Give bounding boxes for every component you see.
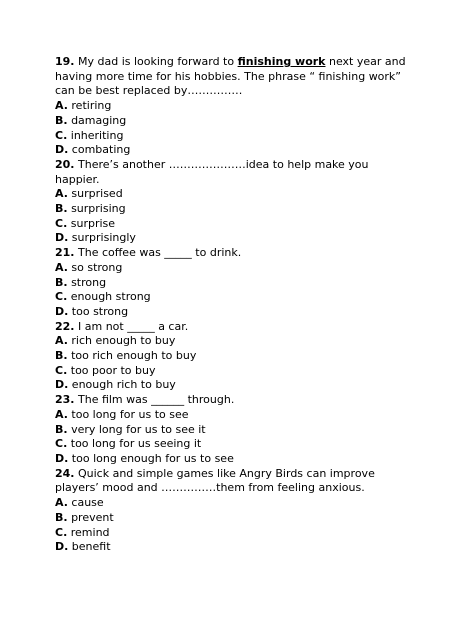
option-letter: B.	[55, 202, 68, 216]
option-letter: D.	[55, 143, 69, 157]
question-text: Quick and simple games like Angry Birds can improve	[74, 466, 375, 480]
question-text: The film was ______ through.	[74, 393, 235, 407]
question-stem	[55, 467, 405, 482]
question-number: 23.	[55, 393, 75, 407]
option-text: strong	[67, 275, 107, 289]
emphasized-phrase: finishing work	[237, 55, 326, 68]
option-b	[55, 349, 405, 364]
option-text: too rich enough to buy	[67, 349, 197, 363]
question-number: 20.	[55, 157, 75, 171]
option-text: so strong	[67, 260, 123, 274]
option-text: rich enough to buy	[67, 334, 176, 348]
option-b	[55, 202, 405, 217]
option-letter: B.	[55, 422, 68, 436]
option-text: too long for us to see	[67, 407, 189, 421]
option-text: surprised	[67, 187, 123, 201]
option-letter: A.	[55, 407, 68, 421]
option-d	[55, 540, 405, 555]
option-text: very long for us to see it	[67, 422, 206, 436]
option-letter: D.	[55, 231, 69, 245]
option-a	[55, 496, 405, 511]
option-text: prevent	[67, 510, 114, 524]
option-text: too long for us seeing it	[67, 437, 202, 451]
option-text: surprising	[67, 202, 126, 216]
option-text: damaging	[67, 113, 127, 127]
question-stem	[55, 393, 405, 408]
question-stem	[55, 158, 405, 173]
option-text: surprise	[67, 216, 116, 230]
option-a	[55, 187, 405, 202]
option-c	[55, 364, 405, 379]
option-letter: A.	[55, 496, 68, 510]
option-letter: A.	[55, 99, 68, 113]
option-text: benefit	[68, 540, 111, 554]
question-24	[55, 467, 405, 555]
question-text: The coffee was _____ to drink.	[74, 246, 242, 260]
question-19	[55, 55, 405, 158]
option-d	[55, 378, 405, 393]
question-23	[55, 393, 405, 467]
option-d	[55, 452, 405, 467]
option-c	[55, 526, 405, 541]
question-number: 22.	[55, 319, 75, 333]
option-b	[55, 511, 405, 526]
option-text: too long enough for us to see	[68, 451, 234, 465]
option-letter: B.	[55, 275, 68, 289]
option-c	[55, 290, 405, 305]
option-letter: D.	[55, 378, 69, 392]
option-letter: B.	[55, 510, 68, 524]
option-letter: D.	[55, 304, 69, 318]
question-number: 24.	[55, 466, 75, 480]
question-text-line: players’ mood and ……………them from feeling anxious.	[55, 481, 365, 495]
option-text: cause	[67, 496, 104, 510]
option-text: too poor to buy	[67, 363, 156, 377]
question-text: next year and	[325, 55, 406, 68]
option-b	[55, 276, 405, 291]
option-letter: C.	[55, 216, 68, 230]
option-letter: A.	[55, 187, 68, 201]
question-stem	[55, 246, 405, 261]
option-text: combating	[68, 143, 131, 157]
option-letter: C.	[55, 525, 68, 539]
option-letter: A.	[55, 260, 68, 274]
question-text-line: having more time for his hobbies. The phrase “ finishing work”	[55, 69, 402, 83]
option-text: enough strong	[67, 290, 151, 304]
option-a	[55, 334, 405, 349]
option-letter: D.	[55, 451, 69, 465]
option-a	[55, 261, 405, 276]
option-b	[55, 423, 405, 438]
option-c	[55, 437, 405, 452]
question-number: 19.	[55, 55, 75, 68]
question-text: My dad is looking forward to	[74, 55, 238, 68]
option-c	[55, 129, 405, 144]
option-a	[55, 408, 405, 423]
option-a	[55, 99, 405, 114]
option-letter: B.	[55, 113, 68, 127]
question-stem	[55, 55, 405, 70]
option-text: retiring	[67, 99, 112, 113]
question-text-line: can be best replaced by……………	[55, 84, 243, 98]
option-text: surprisingly	[68, 231, 136, 245]
option-letter: B.	[55, 349, 68, 363]
option-text: enough rich to buy	[68, 378, 176, 392]
option-d	[55, 231, 405, 246]
option-letter: C.	[55, 437, 68, 451]
question-number: 21.	[55, 246, 75, 260]
option-text: remind	[67, 525, 110, 539]
question-20	[55, 158, 405, 246]
worksheet-page	[55, 55, 405, 555]
option-letter: C.	[55, 290, 68, 304]
option-letter: A.	[55, 334, 68, 348]
option-c	[55, 217, 405, 232]
option-d	[55, 143, 405, 158]
option-letter: C.	[55, 363, 68, 377]
option-letter: C.	[55, 128, 68, 142]
question-22	[55, 320, 405, 394]
question-21	[55, 246, 405, 320]
question-text: I am not _____ a car.	[74, 319, 189, 333]
option-b	[55, 114, 405, 129]
option-text: inheriting	[67, 128, 124, 142]
option-text: too strong	[68, 304, 129, 318]
option-letter: D.	[55, 540, 69, 554]
question-stem	[55, 320, 405, 335]
question-text-line: happier.	[55, 172, 100, 186]
question-text: There’s another …………………idea to help make you	[74, 157, 369, 171]
option-d	[55, 305, 405, 320]
